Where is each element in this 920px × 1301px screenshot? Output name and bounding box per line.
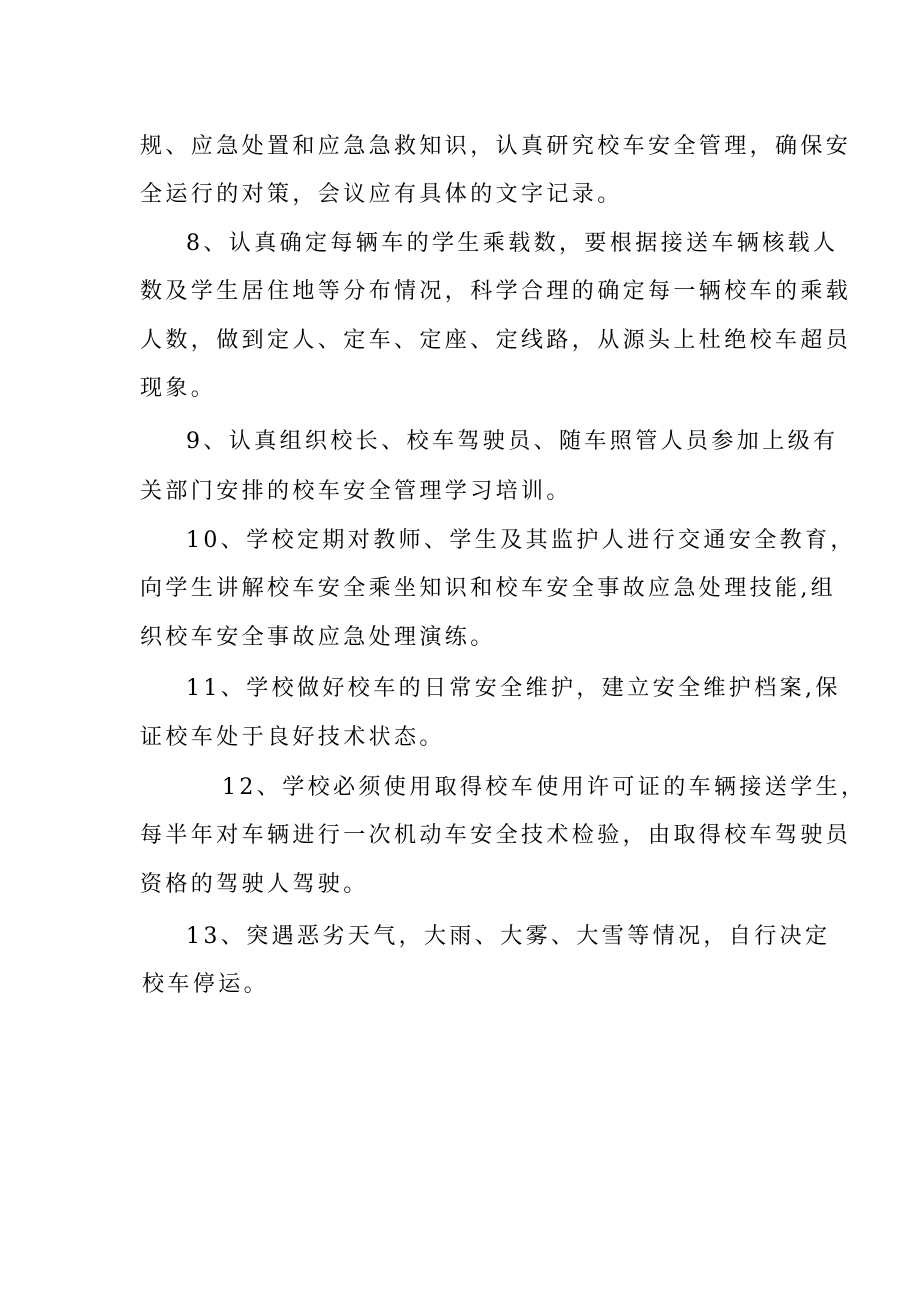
text-line: 11、学校做好校车的日常安全维护，建立安全维护档案,保 bbox=[186, 676, 841, 701]
text-line: 10、学校定期对教师、学生及其监护人进行交通安全教育， bbox=[186, 528, 856, 553]
text-line: 关部门安排的校车安全管理学习培训。 bbox=[140, 479, 572, 504]
text-line: 资格的驾驶人驾驶。 bbox=[140, 872, 369, 897]
text-line: 9、认真组织校长、校车驾驶员、随车照管人员参加上级有 bbox=[186, 429, 839, 454]
text-line: 规、应急处置和应急急救知识，认真研究校车安全管理，确保安 bbox=[140, 134, 852, 159]
text-line: 证校车处于良好技术状态。 bbox=[140, 725, 445, 750]
text-line: 现象。 bbox=[140, 376, 217, 401]
text-line: 13、突遇恶劣天气，大雨、大雾、大雪等情况，自行决定 bbox=[186, 924, 831, 949]
text-line: 每半年对车辆进行一次机动车安全技术检验，由取得校车驾驶员 bbox=[140, 823, 852, 848]
text-line: 全运行的对策，会议应有具体的文字记录。 bbox=[140, 182, 623, 207]
text-line: 织校车安全事故应急处理演练。 bbox=[140, 625, 496, 650]
text-line: 8、认真确定每辆车的学生乘载数，要根据接送车辆核载人 bbox=[186, 231, 839, 256]
text-line: 人数，做到定人、定车、定座、定线路，从源头上杜绝校车超员 bbox=[140, 328, 852, 353]
text-line: 12、学校必须使用取得校车使用许可证的车辆接送学生， bbox=[222, 775, 867, 800]
text-line: 数及学生居住地等分布情况，科学合理的确定每一辆校车的乘载 bbox=[140, 279, 852, 304]
text-line: 向学生讲解校车安全乘坐知识和校车安全事故应急处理技能,组 bbox=[140, 576, 837, 601]
text-line: 校车停运。 bbox=[142, 972, 270, 997]
